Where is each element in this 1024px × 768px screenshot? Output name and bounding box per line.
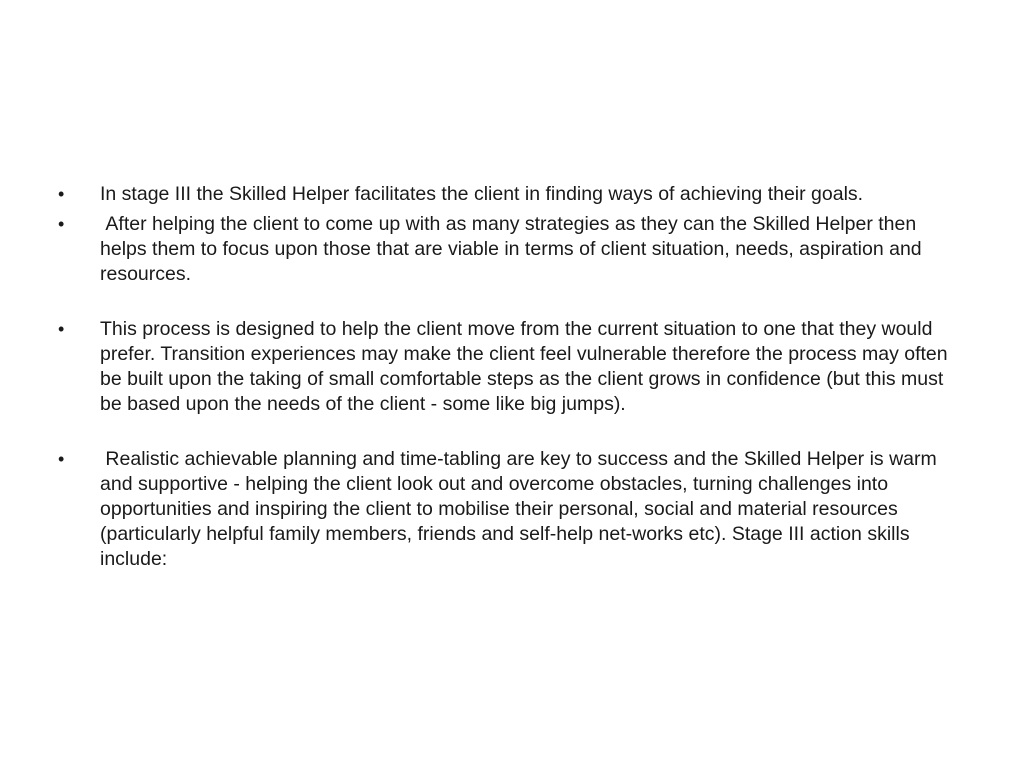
bullet-dot-icon: • xyxy=(58,319,65,339)
bullet-text: In stage III the Skilled Helper facilitates the client in finding ways of achieving their goals. xyxy=(100,183,864,205)
bullet-item xyxy=(58,317,968,417)
bullet-dot-icon: • xyxy=(58,214,65,234)
bullet-text: This process is designed to help the client move from the current situation to one that they would prefer. Transition experiences may make the client feel vulnerable therefore the process may often be built upon the taking of small comfortable steps as the client grows in confidence (but this must be based upon the needs of the client - some like big jumps). xyxy=(100,318,954,415)
bullet-item xyxy=(58,212,968,287)
bullet-item xyxy=(58,447,968,572)
bullet-dot-icon: • xyxy=(58,449,65,469)
bullet-text: Realistic achievable planning and time-tabling are key to success and the Skilled Helper is warm and supportive - helping the client look out and overcome obstacles, turning challenges into opportunities and inspiring the client to mobilise their personal, social and material resources (particularly helpful family members, friends and self-help net-works etc). Stage III action skills include: xyxy=(100,448,943,570)
bullet-list xyxy=(58,182,968,572)
bullet-dot-icon: • xyxy=(58,184,65,204)
bullet-item xyxy=(58,182,968,207)
bullet-text: After helping the client to come up with as many strategies as they can the Skilled Helper then helps them to focus upon those that are viable in terms of client situation, needs, aspiration and resources. xyxy=(100,213,928,285)
